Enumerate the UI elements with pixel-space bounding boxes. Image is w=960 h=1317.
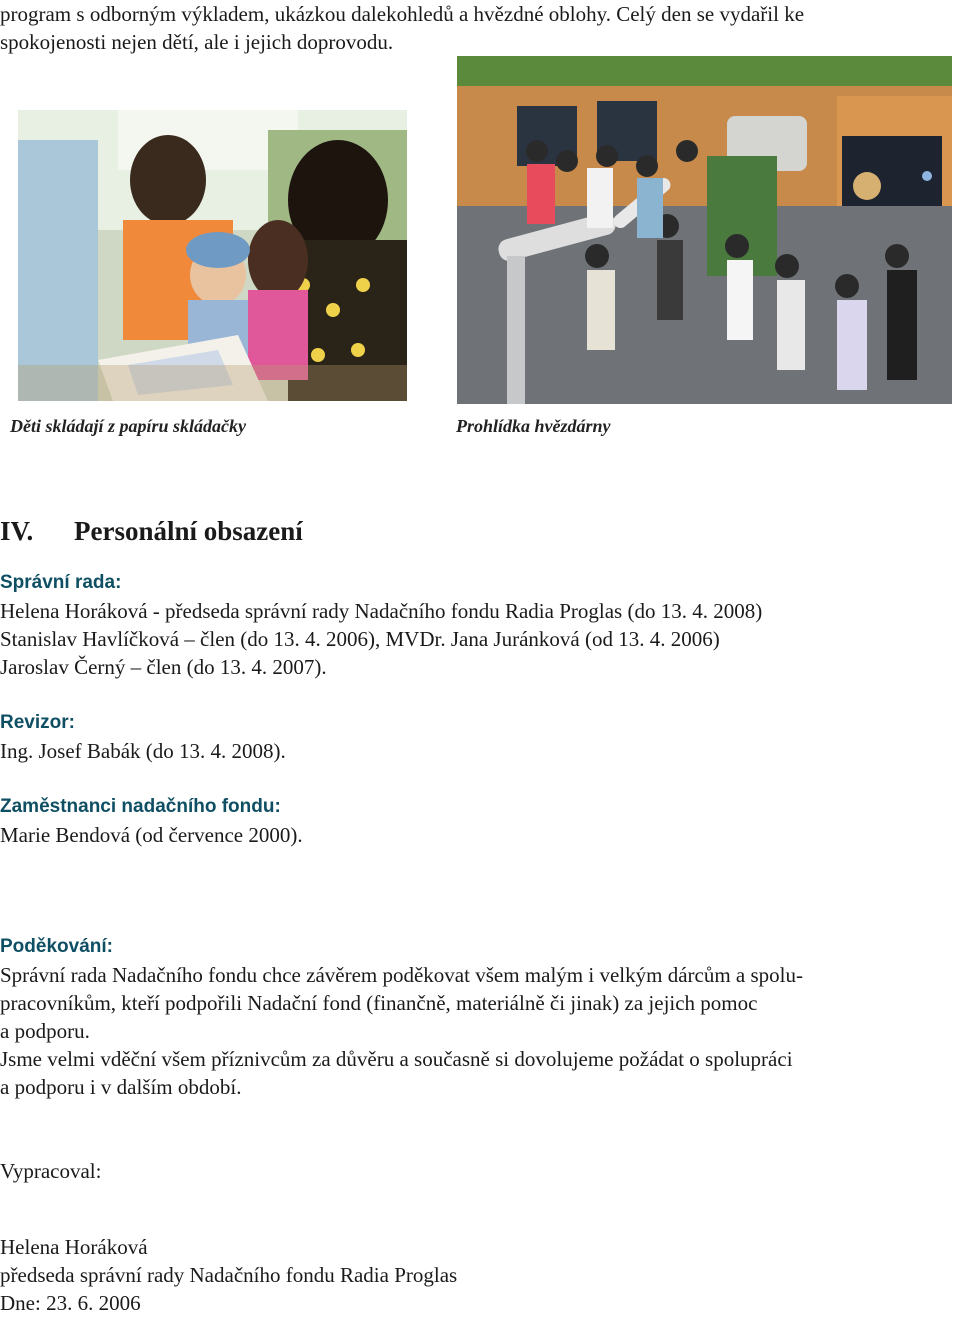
section-title: Personální obsazení xyxy=(74,516,303,546)
staff-line: Marie Bendová (od července 2000). xyxy=(0,823,303,847)
board-heading: Správní rada: xyxy=(0,572,122,593)
prepared-label: Vypracoval: xyxy=(0,1159,102,1183)
photo-children-folding-paper xyxy=(18,110,407,401)
author-name: Helena Horáková xyxy=(0,1235,148,1259)
author-role: předseda správní rady Nadačního fondu Radia Proglas xyxy=(0,1263,458,1287)
board-line-1: Helena Horáková - předseda správní rady Nadačního fondu Radia Proglas (do 13. 4. 2008) xyxy=(0,599,763,623)
thanks-line-1: Správní rada Nadačního fondu chce závěrem poděkovat všem malým i velkým dárcům a spolu- xyxy=(0,963,803,987)
photo-observatory-tour xyxy=(457,56,952,404)
auditor-line: Ing. Josef Babák (do 13. 4. 2008). xyxy=(0,739,286,763)
photo-caption-left: Děti skládají z papíru skládačky xyxy=(10,416,247,436)
auditor-heading: Revizor: xyxy=(0,712,75,733)
board-line-2: Stanislav Havlíčková – člen (do 13. 4. 2006), MVDr. Jana Juránková (od 13. 4. 2006) xyxy=(0,627,720,651)
intro-line-2: spokojenosti nejen dětí, ale i jejich doprovodu. xyxy=(0,30,394,54)
thanks-line-3: a podporu. xyxy=(0,1019,90,1043)
thanks-heading: Poděkování: xyxy=(0,936,113,957)
section-number: IV. xyxy=(0,516,34,546)
intro-line-1: program s odborným výkladem, ukázkou dalekohledů a hvězdné oblohy. Celý den se vydařil ke xyxy=(0,2,805,26)
staff-heading: Zaměstnanci nadačního fondu: xyxy=(0,796,281,817)
thanks-line-4: Jsme velmi vděční všem příznivcům za důvěru a současně si dovolujeme požádat o spolupráci xyxy=(0,1047,793,1071)
thanks-line-2: pracovníkům, kteří podpořili Nadační fond (finančně, materiálně či jinak) za jejich pomoc xyxy=(0,991,758,1015)
photo-caption-right: Prohlídka hvězdárny xyxy=(456,416,611,436)
board-line-3: Jaroslav Černý – člen (do 13. 4. 2007). xyxy=(0,655,327,679)
document-date: Dne: 23. 6. 2006 xyxy=(0,1291,141,1315)
section-heading xyxy=(0,514,303,548)
thanks-line-5: a podporu i v dalším období. xyxy=(0,1075,242,1099)
